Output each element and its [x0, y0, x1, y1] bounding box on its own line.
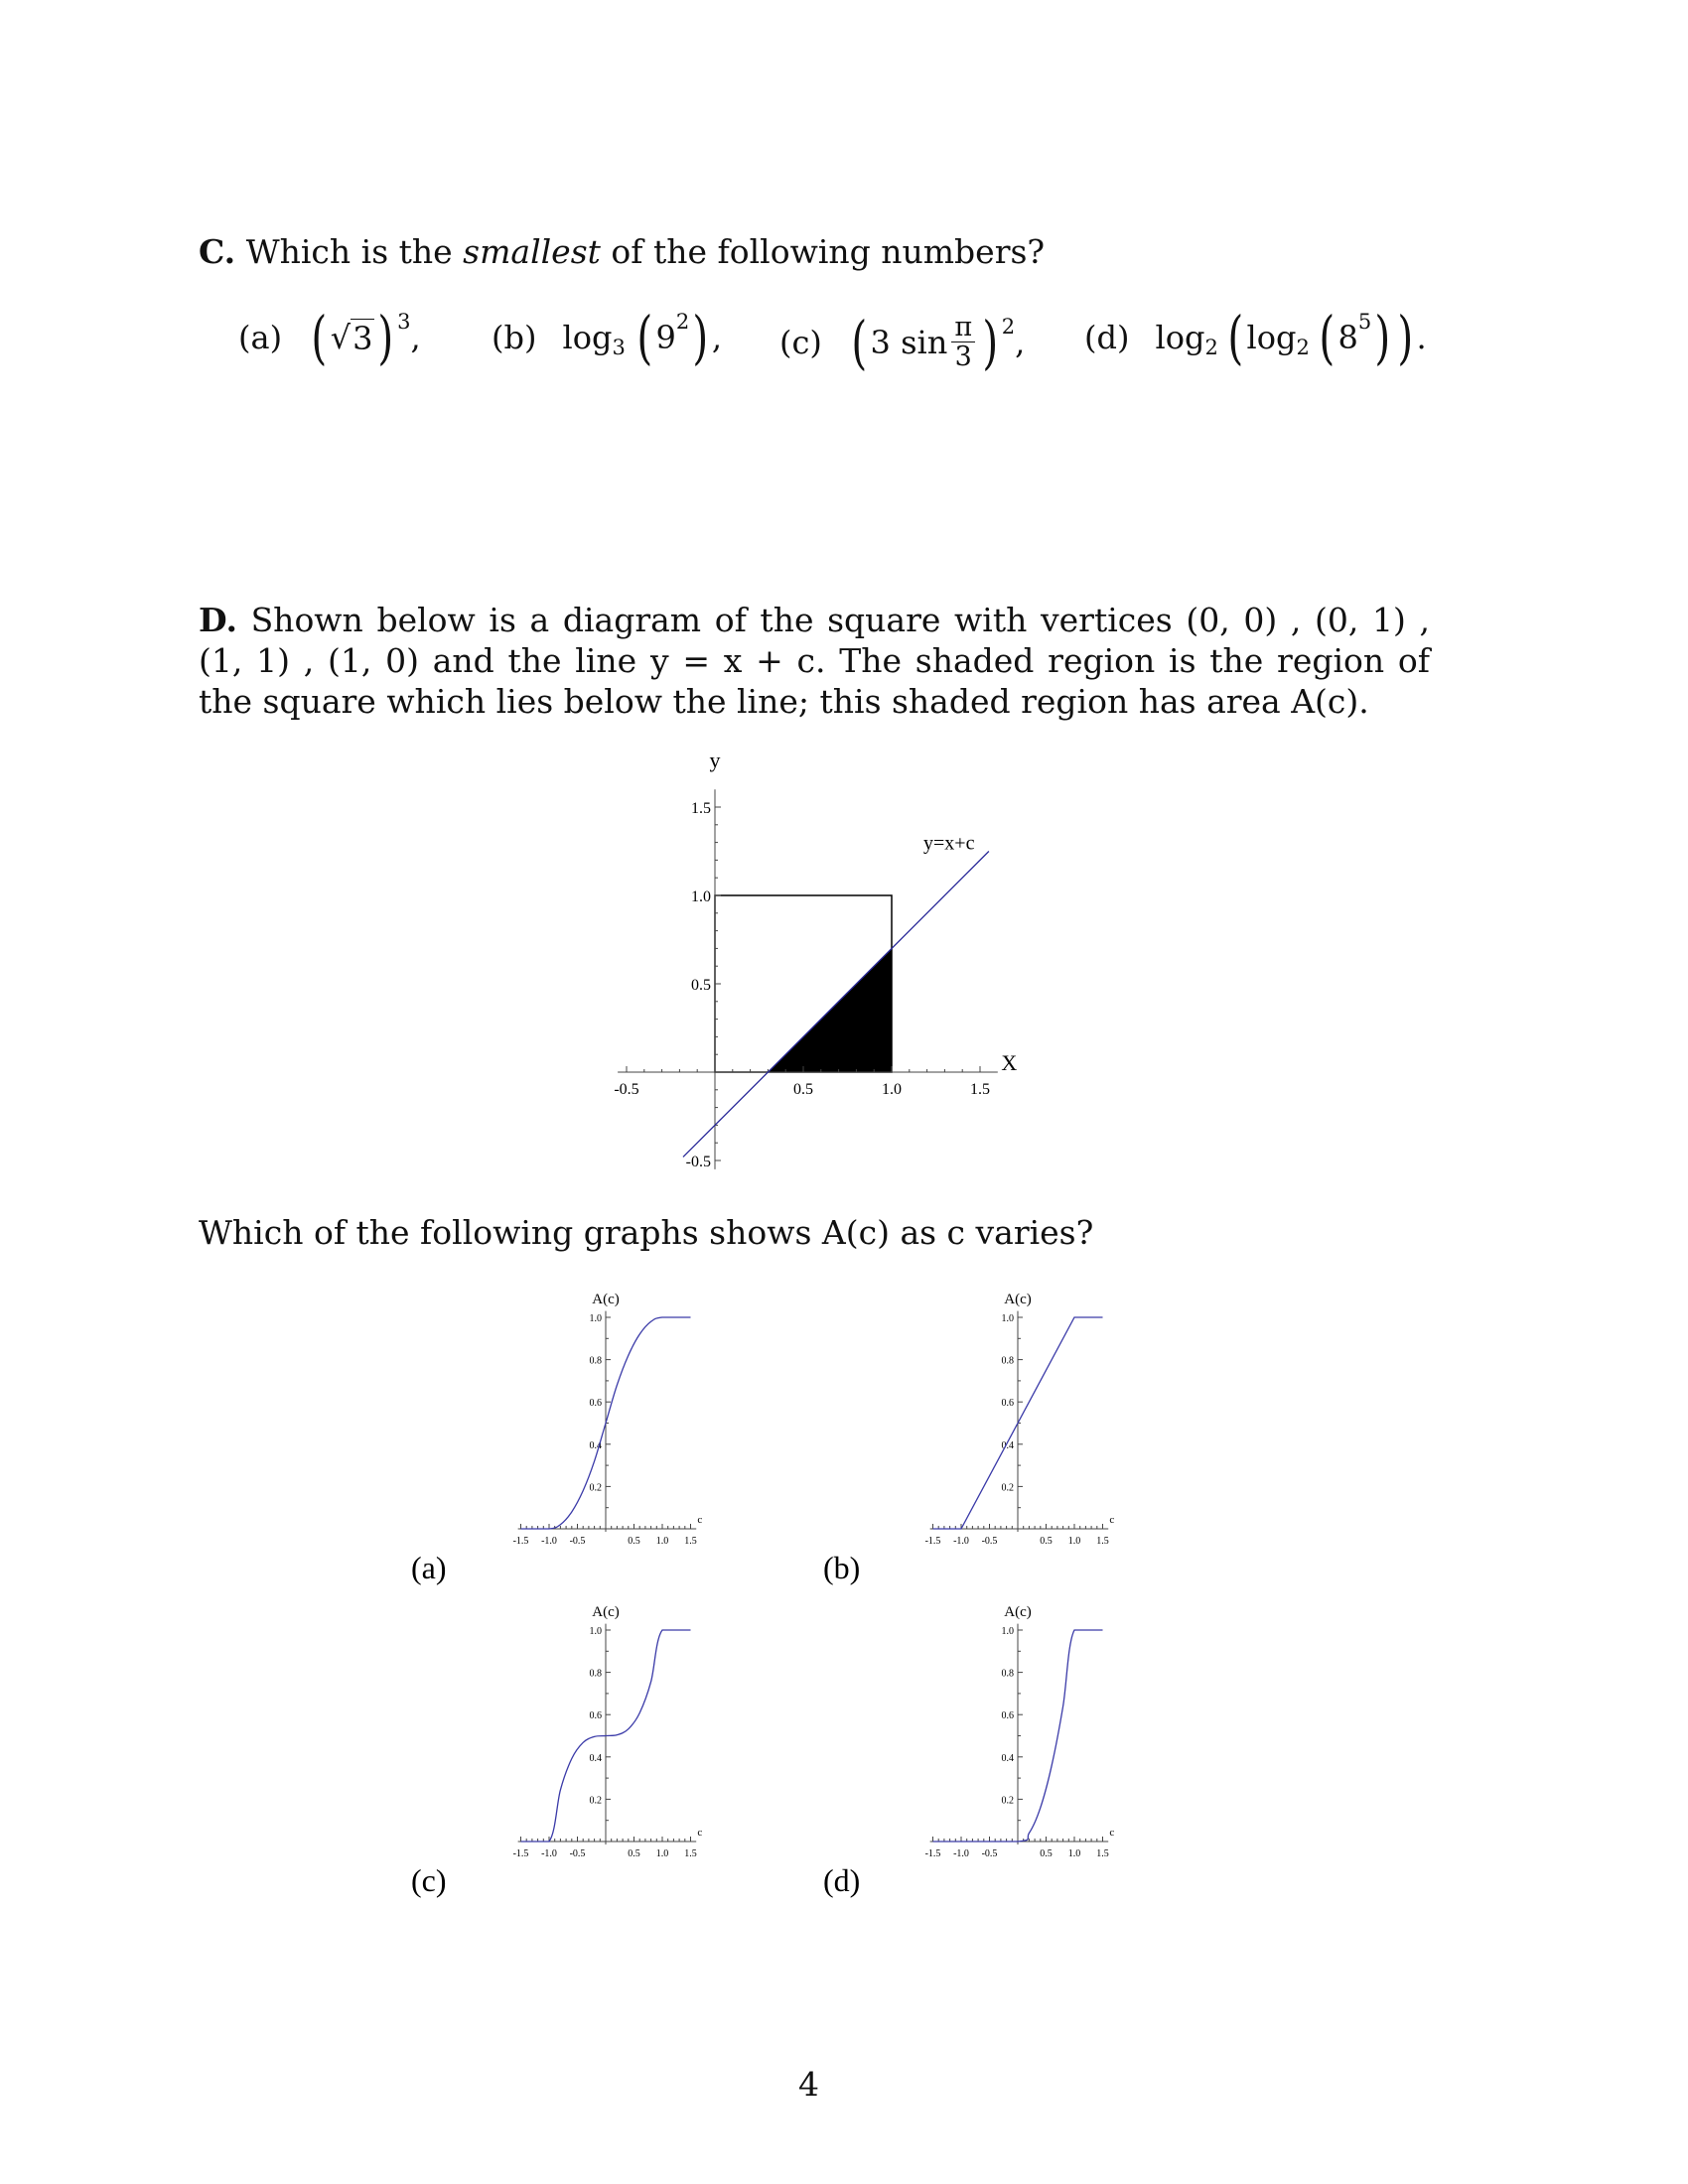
x-tick-label: 1.5 — [684, 1536, 697, 1547]
x-tick-label: -1.0 — [541, 1848, 557, 1859]
option-d-label: (d) — [1084, 319, 1130, 356]
x-tick-label: 1.5 — [1096, 1536, 1109, 1547]
option-b: (b) log 3 ( 9 2 ) , — [492, 304, 722, 371]
y-axis-label: A(c) — [1004, 1292, 1032, 1307]
question-c-prompt — [199, 232, 1045, 272]
x-axis-label: c — [697, 1514, 703, 1526]
x-tick-label: 1.0 — [1067, 1536, 1081, 1547]
y-tick-label: 0.4 — [1001, 1439, 1014, 1451]
question-c-text-after: of the following numbers? — [611, 232, 1046, 271]
x-tick-label: 0.5 — [793, 1081, 813, 1098]
y-tick-label: 1.0 — [589, 1626, 602, 1637]
question-d-followup: Which of the following graphs shows A(c) as c varies? — [199, 1213, 1094, 1252]
y-tick-label: 0.2 — [589, 1482, 602, 1494]
panel-label: (d) — [823, 1862, 861, 1898]
y-tick-label: 0.8 — [1001, 1355, 1014, 1367]
graph-a — [407, 1281, 804, 1608]
x-tick-label: 0.5 — [1040, 1848, 1053, 1859]
x-tick-label: 1.0 — [882, 1081, 902, 1098]
question-c-emph: smallest — [463, 232, 601, 271]
y-tick-label: -0.5 — [685, 1154, 711, 1170]
y-axis-label: y — [709, 754, 721, 773]
y-tick-label: 0.4 — [1001, 1752, 1014, 1764]
y-axis-label: A(c) — [592, 1604, 620, 1620]
y-tick-label: 1.5 — [691, 800, 711, 817]
page-number: 4 — [798, 2065, 819, 2104]
x-tick-label: -0.5 — [981, 1536, 998, 1547]
y-axis-label: A(c) — [592, 1292, 620, 1307]
x-tick-label: -0.5 — [614, 1081, 639, 1098]
option-b-label: (b) — [492, 319, 537, 356]
x-tick-label: -0.5 — [569, 1536, 586, 1547]
x-tick-label: -0.5 — [569, 1848, 586, 1859]
x-tick-label: -1.5 — [512, 1536, 529, 1547]
y-tick-label: 0.8 — [1001, 1668, 1014, 1680]
x-tick-label: -1.5 — [512, 1848, 529, 1859]
x-tick-label: -1.0 — [953, 1536, 969, 1547]
x-tick-label: 1.5 — [970, 1081, 990, 1098]
y-tick-label: 0.6 — [1001, 1398, 1014, 1410]
y-tick-label: 0.8 — [589, 1355, 602, 1367]
x-tick-label: -1.5 — [924, 1848, 941, 1859]
line-label: y=x+c — [923, 832, 975, 855]
y-tick-label: 0.4 — [589, 1439, 602, 1451]
x-tick-label: -1.0 — [953, 1848, 969, 1859]
y-tick-label: 1.0 — [1001, 1626, 1014, 1637]
y-tick-label: 0.8 — [589, 1668, 602, 1680]
y-axis-label: A(c) — [1004, 1604, 1032, 1620]
x-axis-label: c — [1109, 1827, 1115, 1839]
question-c-label: C. — [199, 232, 236, 271]
y-tick-label: 1.0 — [691, 888, 711, 905]
x-tick-label: -0.5 — [981, 1848, 998, 1859]
graph-b — [819, 1281, 1216, 1608]
x-tick-label: -1.5 — [924, 1536, 941, 1547]
y-tick-label: 0.6 — [1001, 1710, 1014, 1722]
x-tick-label: 1.0 — [655, 1536, 669, 1547]
x-axis-label: X — [1001, 1050, 1018, 1075]
x-tick-label: 0.5 — [628, 1848, 640, 1859]
x-axis-label: c — [697, 1827, 703, 1839]
y-tick-label: 0.5 — [691, 977, 711, 994]
x-tick-label: 1.0 — [655, 1848, 669, 1859]
graph-c — [407, 1593, 804, 1921]
question-d-text: Shown below is a diagram of the square with vertices (0, 0) , (0, 1) , (1, 1) , (1, 0) and the line y = x + c. The shaded region is the region of the square which lies below the line; this shaded region has area A(c). — [199, 601, 1430, 721]
panel-label: (a) — [411, 1550, 447, 1585]
x-tick-label: 1.5 — [1096, 1848, 1109, 1859]
x-tick-label: -1.0 — [541, 1536, 557, 1547]
y-tick-label: 0.4 — [589, 1752, 602, 1764]
x-tick-label: 0.5 — [628, 1536, 640, 1547]
option-c-label: (c) — [779, 323, 822, 361]
line-y-x-plus-c — [683, 852, 989, 1158]
graph-d — [819, 1593, 1216, 1921]
x-tick-label: 1.5 — [684, 1848, 697, 1859]
option-a-label: (a) — [238, 319, 283, 356]
question-d-label: D. — [199, 601, 237, 639]
y-tick-label: 0.2 — [589, 1795, 602, 1807]
y-tick-label: 0.2 — [1001, 1482, 1014, 1494]
y-tick-label: 0.6 — [589, 1398, 602, 1410]
x-axis-label: c — [1109, 1514, 1115, 1526]
panel-label: (b) — [823, 1550, 861, 1585]
y-tick-label: 0.2 — [1001, 1795, 1014, 1807]
option-c: (c) ( 3 sin $\frac{\pi}{3}$ ) 2 , — [779, 308, 1026, 376]
option-a: (a) ( √ 3 ) 3 , — [238, 304, 421, 371]
question-c-text-before: Which is the — [245, 232, 453, 271]
panel-label: (c) — [411, 1862, 447, 1898]
question-d-prompt — [199, 600, 1430, 722]
y-tick-label: 1.0 — [589, 1313, 602, 1324]
option-d: (d) log 2 ( log 2 ( 8 5 ) ) . — [1084, 304, 1427, 371]
y-tick-label: 0.6 — [589, 1710, 602, 1722]
x-tick-label: 1.0 — [1067, 1848, 1081, 1859]
square-diagram — [586, 754, 1062, 1181]
x-tick-label: 0.5 — [1040, 1536, 1053, 1547]
y-tick-label: 1.0 — [1001, 1313, 1014, 1324]
